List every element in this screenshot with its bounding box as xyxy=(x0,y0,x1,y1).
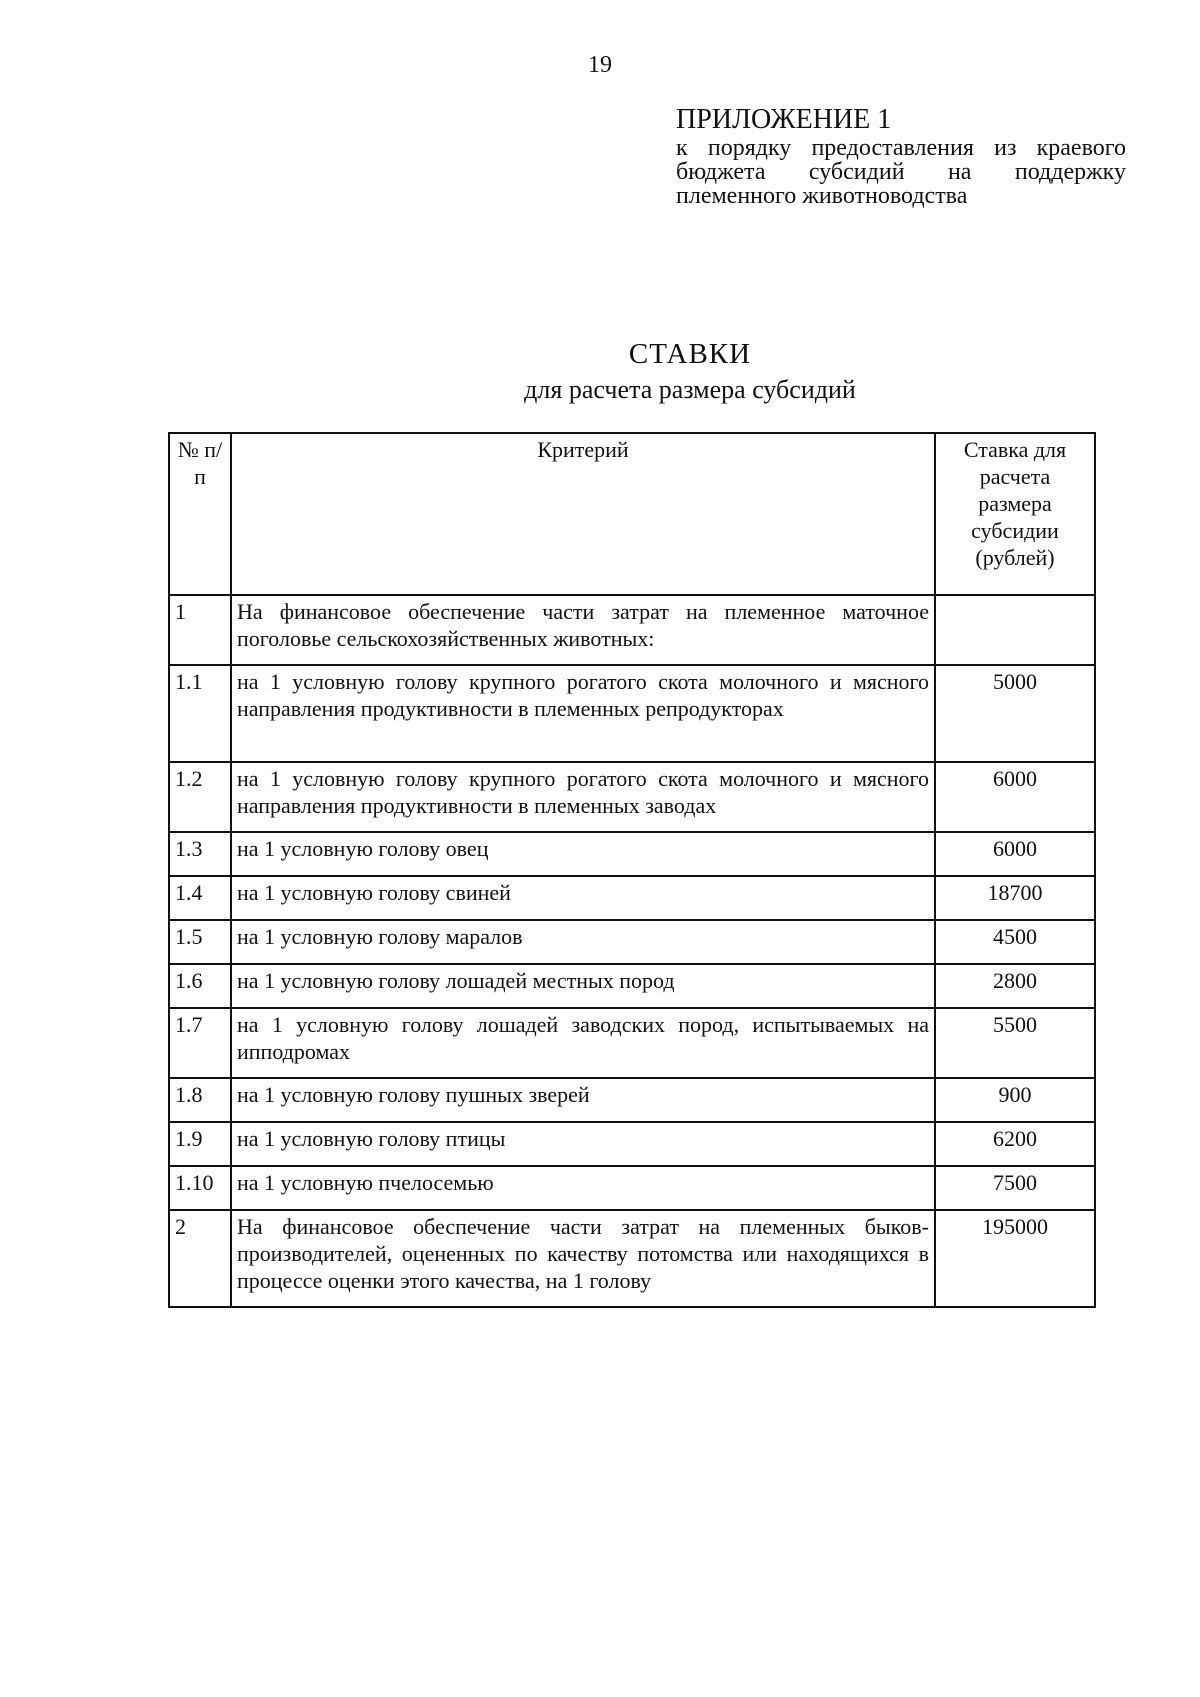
row-rate: 6200 xyxy=(935,1122,1095,1166)
row-number: 1.9 xyxy=(169,1122,231,1166)
table-row xyxy=(169,1078,1095,1122)
page-number: 19 xyxy=(588,52,612,78)
row-rate: 18700 xyxy=(935,876,1095,920)
row-number: 1.8 xyxy=(169,1078,231,1122)
row-number: 1.2 xyxy=(169,762,231,832)
row-rate: 6000 xyxy=(935,762,1095,832)
table-row xyxy=(169,1210,1095,1307)
table-row xyxy=(169,1122,1095,1166)
row-number: 1.6 xyxy=(169,964,231,1008)
table-row xyxy=(169,876,1095,920)
table-row xyxy=(169,964,1095,1008)
row-rate: 5000 xyxy=(935,665,1095,762)
row-criterion: на 1 условную голову лошадей заводских пород, испытываемых на ипподромах xyxy=(231,1008,935,1078)
row-criterion: на 1 условную голову свиней xyxy=(231,876,935,920)
table-row xyxy=(169,1166,1095,1210)
row-criterion: На финансовое обеспечение части затрат на племенное маточное поголовье сельскохозяйственных животных: xyxy=(231,595,935,665)
row-criterion: на 1 условную голову крупного рогатого скота молочного и мясного направления продуктивности в племенных репродукторах xyxy=(231,665,935,762)
row-criterion: На финансовое обеспечение части затрат на племенных быков-производителей, оцененных по качеству потомства или находящихся в процессе оценки этого качества, на 1 голову xyxy=(231,1210,935,1307)
row-rate: 5500 xyxy=(935,1008,1095,1078)
table-row xyxy=(169,1008,1095,1078)
row-criterion: на 1 условную голову овец xyxy=(231,832,935,876)
header-number: № п/п xyxy=(169,433,231,595)
document-title-block xyxy=(0,336,1200,408)
row-rate: 6000 xyxy=(935,832,1095,876)
row-rate: 4500 xyxy=(935,920,1095,964)
row-number: 2 xyxy=(169,1210,231,1307)
row-criterion: на 1 условную голову лошадей местных пород xyxy=(231,964,935,1008)
row-criterion: на 1 условную голову крупного рогатого скота молочного и мясного направления продуктивности в племенных заводах xyxy=(231,762,935,832)
row-number: 1.4 xyxy=(169,876,231,920)
row-rate: 2800 xyxy=(935,964,1095,1008)
row-criterion: на 1 условную голову пушных зверей xyxy=(231,1078,935,1122)
table-header-row xyxy=(169,433,1095,595)
row-rate: 7500 xyxy=(935,1166,1095,1210)
row-number: 1 xyxy=(169,595,231,665)
row-criterion: на 1 условную пчелосемью xyxy=(231,1166,935,1210)
table-row xyxy=(169,595,1095,665)
appendix-block xyxy=(676,104,1126,208)
row-criterion: на 1 условную голову маралов xyxy=(231,920,935,964)
row-rate xyxy=(935,595,1095,665)
row-number: 1.3 xyxy=(169,832,231,876)
row-criterion: на 1 условную голову птицы xyxy=(231,1122,935,1166)
document-subtitle: для расчета размера субсидий xyxy=(524,375,856,404)
header-criterion: Критерий xyxy=(231,433,935,595)
table-row xyxy=(169,665,1095,762)
rates-table xyxy=(168,432,1096,1308)
table-row xyxy=(169,762,1095,832)
row-rate: 195000 xyxy=(935,1210,1095,1307)
row-number: 1.1 xyxy=(169,665,231,762)
row-rate: 900 xyxy=(935,1078,1095,1122)
row-number: 1.10 xyxy=(169,1166,231,1210)
appendix-caption: к порядку предоставления из краевого бюджета субсидий на поддержку племенного животноводства xyxy=(676,135,1126,209)
header-rate: Ставка для расчета размера субсидии (рублей) xyxy=(935,433,1095,595)
table-row xyxy=(169,920,1095,964)
document-title: СТАВКИ xyxy=(628,338,752,370)
row-number: 1.7 xyxy=(169,1008,231,1078)
row-number: 1.5 xyxy=(169,920,231,964)
table-row xyxy=(169,832,1095,876)
appendix-title: ПРИЛОЖЕНИЕ 1 xyxy=(676,104,892,135)
